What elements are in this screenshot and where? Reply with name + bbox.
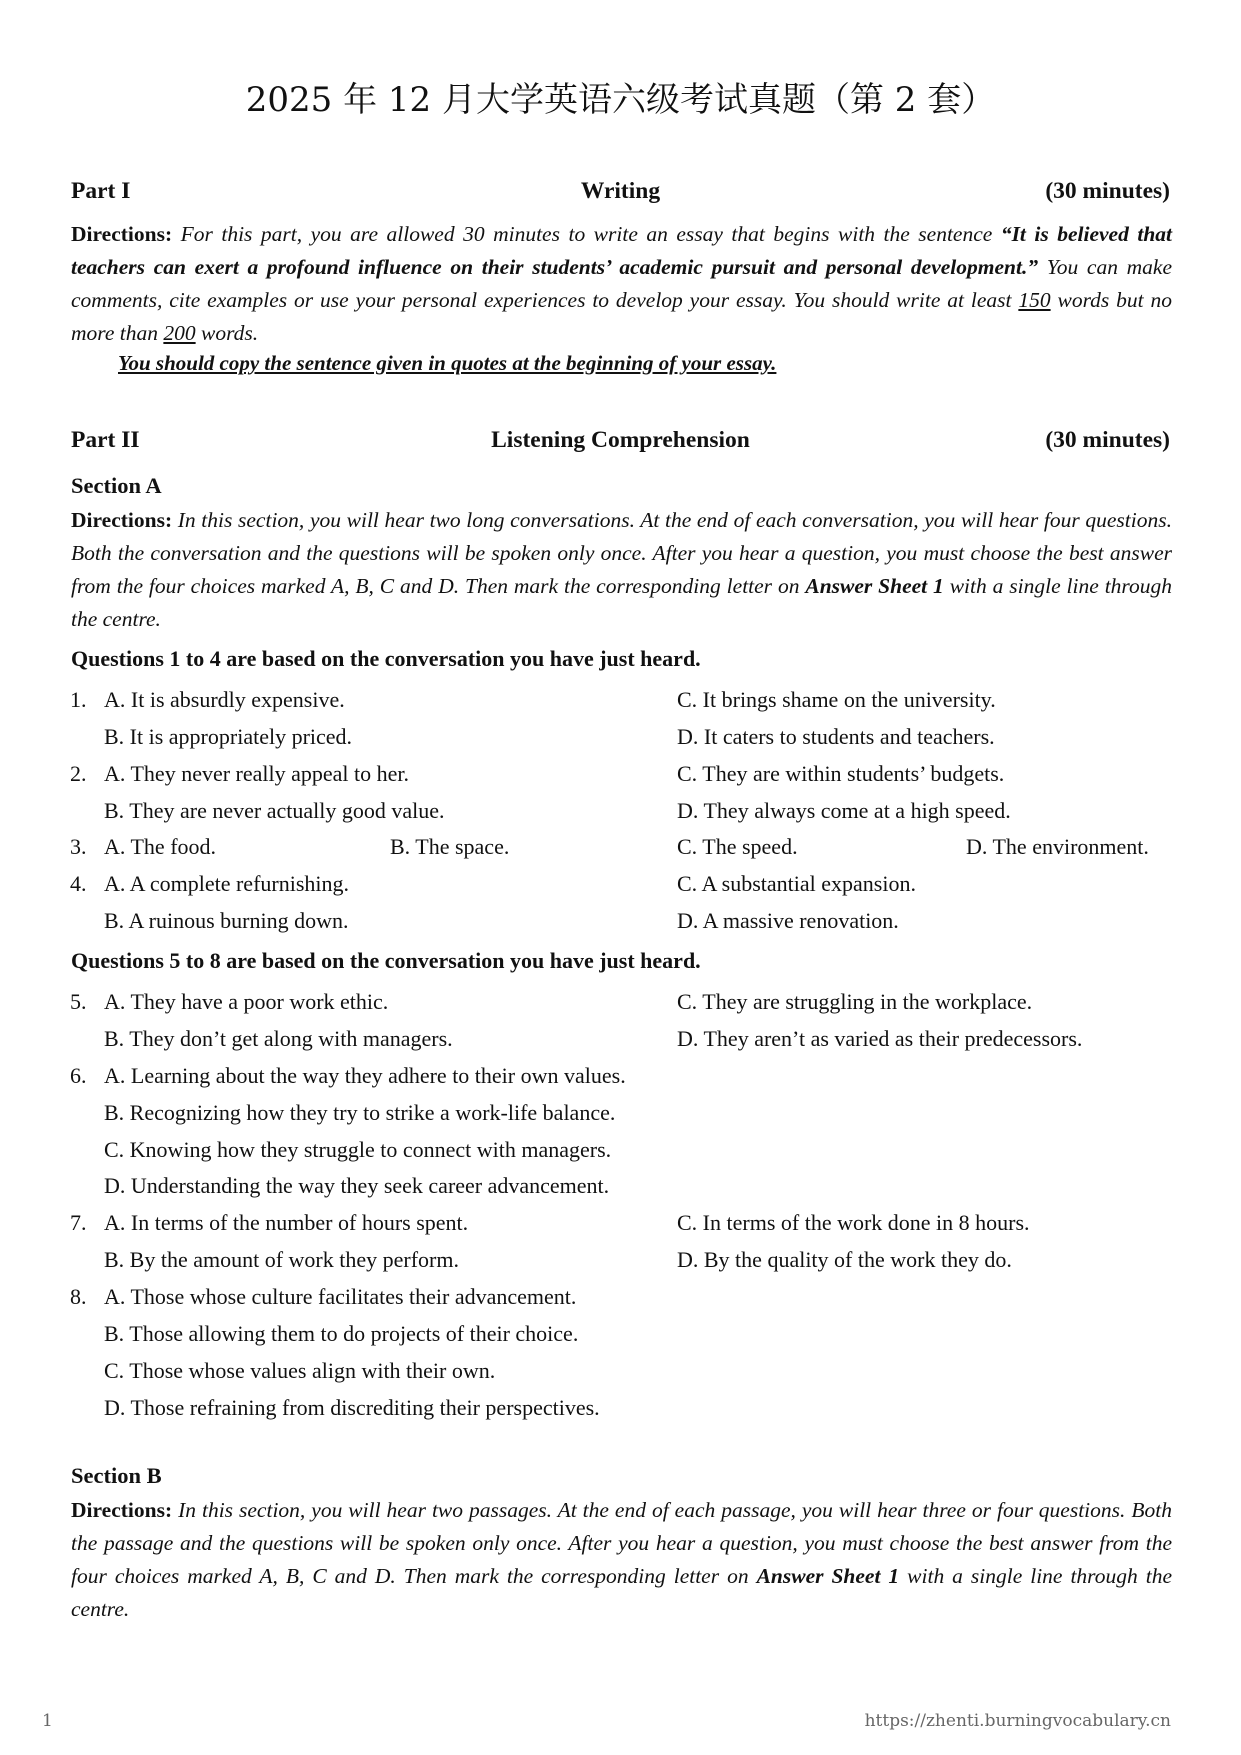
page-title: 2025 年 12 月大学英语六级考试真题（第 2 套） [245,80,996,120]
option-c: C. They are within students’ budgets. [677,761,1005,786]
option-b: B. By the amount of work they perform. [104,1247,459,1272]
directions-text-1: In this section, you will hear two long conversations. At the end of each conversation, you will hear four questions. Both the conversation and the questions will be spoken only once. After you hear a question, you must choose the best answer from the four choices marked A, B, C and D. Then mark the corresponding letter on [71,508,1172,598]
option-d: D. Understanding the way they seek career advancement. [104,1173,610,1198]
directions-text-4: words. [195,321,259,345]
option-c: C. A substantial expansion. [677,871,916,896]
option-b: B. They are never actually good value. [104,798,445,823]
directions-label: Directions: [71,1498,173,1522]
question-number: 1. [70,687,87,712]
option-b: B. It is appropriately priced. [104,724,353,749]
option-c: C. In terms of the work done in 8 hours. [677,1210,1030,1235]
option-a: A. Learning about the way they adhere to their own values. [104,1063,626,1088]
question-number: 7. [70,1210,87,1235]
option-d: D. It caters to students and teachers. [677,724,995,749]
directions-label: Directions: [71,222,173,246]
questions-1-4-header: Questions 1 to 4 are based on the conversation you have just heard. [71,646,701,671]
max-words: 200 [163,321,196,345]
option-d: D. By the quality of the work they do. [677,1247,1012,1272]
question-number: 2. [70,761,87,786]
option-b: B. Those allowing them to do projects of their choice. [104,1321,579,1346]
copy-sentence-note: You should copy the sentence given in quotes at the beginning of your essay. [118,351,777,375]
option-a: A. The food. [104,834,217,859]
part-1-title: Writing [580,178,661,204]
option-a: A. Those whose culture facilitates their advancement. [104,1284,577,1309]
option-c: C. Those whose values align with their own. [104,1358,496,1383]
page-number: 1 [42,1711,53,1731]
option-d: D. They always come at a high speed. [677,798,1011,823]
directions-label: Directions: [71,508,173,532]
question-number: 5. [70,989,87,1014]
question-number: 3. [70,834,87,859]
question-number: 4. [70,871,87,896]
section-b-directions [71,1494,1172,1626]
source-url[interactable]: https://zhenti.burningvocabulary.cn [864,1711,1171,1731]
essay-prompt-quote: “It is believed that teachers can exert a profound influence on their students’ academic pursuit and personal development.” [71,222,1173,279]
answer-sheet-ref: Answer Sheet 1 [805,574,944,598]
option-a: A. In terms of the number of hours spent. [104,1210,469,1235]
option-b: B. A ruinous burning down. [104,908,349,933]
option-d: D. The environment. [966,834,1149,859]
part-1-label: Part I [71,178,131,204]
questions-5-8-header: Questions 5 to 8 are based on the conversation you have just heard. [71,948,701,973]
directions-text-2: with a single line through the centre. [71,1564,1172,1621]
directions-text-1: For this part, you are allowed 30 minutes to write an essay that begins with the sentence [172,222,1001,246]
part-2-header [71,424,1170,456]
option-c: C. Knowing how they struggle to connect with managers. [104,1137,612,1162]
part-2-title: Listening Comprehension [491,427,750,453]
answer-sheet-ref: Answer Sheet 1 [756,1564,900,1588]
option-c: C. They are struggling in the workplace. [677,989,1033,1014]
option-a: A. They have a poor work ethic. [104,989,389,1014]
part-1-header [71,175,1170,207]
question-number: 6. [70,1063,87,1088]
part-2-label: Part II [71,427,140,453]
min-words: 150 [1018,288,1051,312]
section-a-directions [71,504,1172,636]
directions-text-2: with a single line through the centre. [71,574,1172,631]
directions-text-3: words but no more than [71,288,1173,345]
option-d: D. Those refraining from discrediting their perspectives. [104,1395,600,1420]
directions-text-1: In this section, you will hear two passages. At the end of each passage, you will hear three or four questions. Both the passage and the questions will be spoken only once. After you hear a question, you must choose the best answer from the four choices marked A, B, C and D. Then mark the corresponding letter on [71,1498,1172,1588]
option-c: C. The speed. [677,834,798,859]
part-2-time: (30 minutes) [1045,427,1170,453]
question-number: 8. [70,1284,87,1309]
option-a: A. A complete refurnishing. [104,871,350,896]
option-d: D. They aren’t as varied as their predecessors. [677,1026,1083,1051]
option-b: B. The space. [390,834,510,859]
option-d: D. A massive renovation. [677,908,899,933]
directions-text-2: You can make comments, cite examples or use your personal experiences to develop your essay. You should write at least [71,255,1173,312]
part-1-directions [71,218,1172,350]
option-a: A. It is absurdly expensive. [104,687,345,712]
option-b: B. They don’t get along with managers. [104,1026,453,1051]
option-c: C. It brings shame on the university. [677,687,996,712]
option-a: A. They never really appeal to her. [104,761,410,786]
section-a-label: Section A [71,473,162,498]
section-b-label: Section B [71,1463,162,1488]
part-1-time: (30 minutes) [1045,178,1170,204]
option-b: B. Recognizing how they try to strike a work-life balance. [104,1100,616,1125]
